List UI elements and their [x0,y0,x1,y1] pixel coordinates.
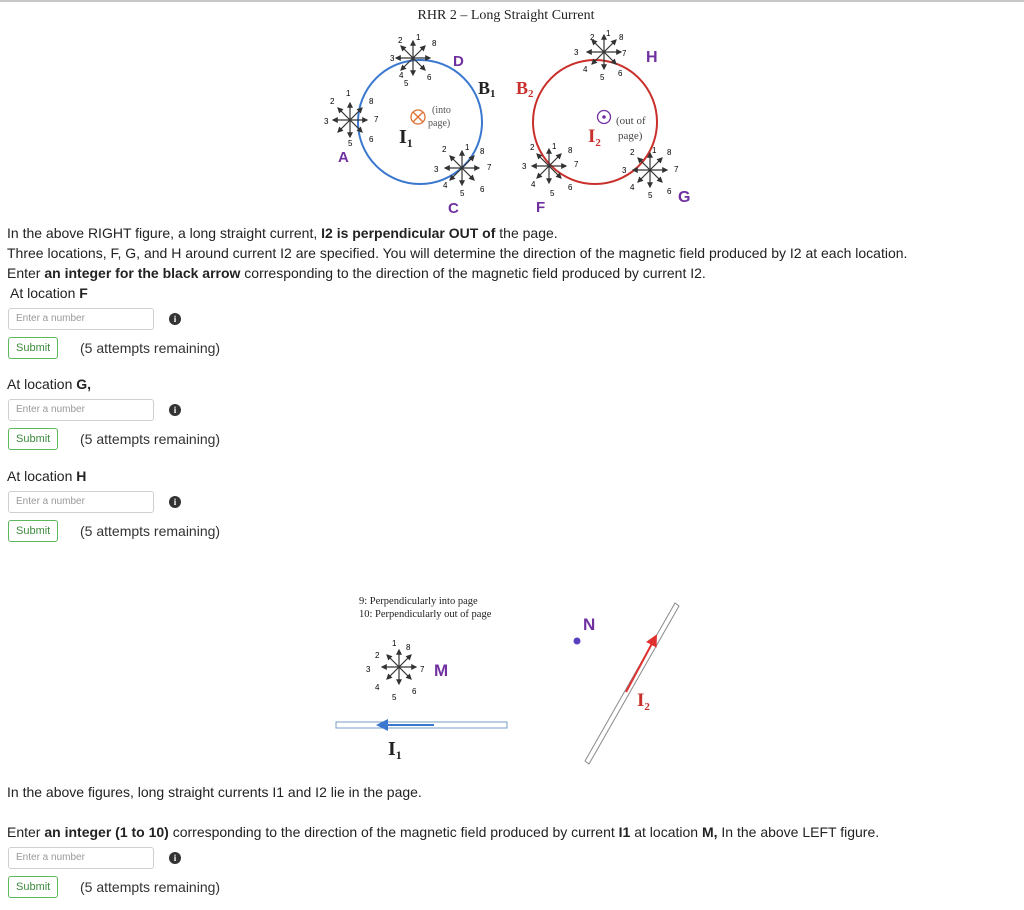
location-g-label: At location G, [7,376,92,392]
svg-text:7: 7 [674,165,679,174]
svg-text:3: 3 [324,117,329,126]
svg-text:7: 7 [420,665,425,674]
legend-9: 9: Perpendicularly into page [359,596,478,607]
svg-text:7: 7 [622,49,627,58]
info-icon[interactable]: i [169,313,181,325]
location-f-input[interactable]: Enter a number [8,308,154,330]
compass-h [574,29,627,82]
svg-text:6: 6 [427,73,432,82]
point-c-label: C [448,200,459,217]
submit-f-button[interactable]: Submit [8,337,58,359]
svg-text:4: 4 [375,683,380,692]
out-text-2: page) [618,130,643,142]
svg-text:5: 5 [550,189,555,198]
into-text-2: page) [428,118,451,129]
svg-text:3: 3 [366,665,371,674]
compass-f [522,142,579,198]
svg-text:7: 7 [487,163,492,172]
compass-a [324,89,379,148]
svg-text:6: 6 [480,185,485,194]
point-f-label: F [536,199,546,216]
point-a-label: A [338,149,349,166]
info-icon[interactable]: i [169,404,181,416]
info-icon[interactable]: i [169,852,181,864]
point-m-label: M [434,661,449,680]
wire-i2 [585,603,679,764]
info-icon[interactable]: i [169,496,181,508]
svg-text:8: 8 [480,147,485,156]
svg-text:8: 8 [432,39,437,48]
location-m-input[interactable]: Enter a number [8,847,154,869]
svg-text:8: 8 [619,33,624,42]
svg-text:2: 2 [630,148,635,157]
svg-text:3: 3 [574,48,579,57]
svg-text:8: 8 [369,97,374,106]
svg-text:2: 2 [398,36,403,45]
instruction-line-1: In the above RIGHT figure, a long straight current, I2 is perpendicular OUT of the page. [7,225,558,241]
location-g-input[interactable]: Enter a number [8,399,154,421]
legend-10: 10: Perpendicularly out of page [359,609,492,620]
svg-text:8: 8 [406,643,411,652]
svg-text:5: 5 [348,139,353,148]
compass-m [366,639,425,702]
svg-text:7: 7 [574,160,579,169]
i2-label-top: $I_2$ [588,126,601,149]
out-text-1: (out of [616,115,646,127]
svg-text:6: 6 [568,183,573,192]
svg-text:3: 3 [390,54,395,63]
svg-text:8: 8 [667,148,672,157]
point-h-label: H [646,49,658,66]
point-n-label: N [583,615,596,634]
location-f-label: At location F [10,285,88,301]
attempts-g: (5 attempts remaining) [80,431,221,447]
svg-text:1: 1 [465,143,470,152]
svg-text:1: 1 [552,142,557,151]
svg-text:6: 6 [412,687,417,696]
svg-text:6: 6 [667,187,672,196]
svg-text:7: 7 [374,115,379,124]
point-g-label: G [678,189,691,206]
svg-text:6: 6 [369,135,374,144]
svg-text:4: 4 [531,180,536,189]
svg-text:4: 4 [399,71,404,80]
svg-text:4: 4 [630,183,635,192]
attempts-m: (5 attempts remaining) [80,879,221,895]
instruction-line-2: Three locations, F, G, and H around current I2 are specified. You will determine the direction of the magnetic field produced by I2 at each location. [7,245,908,261]
point-n-dot [574,638,581,645]
svg-text:1: 1 [416,33,421,42]
svg-text:5: 5 [600,73,605,82]
attempts-f: (5 attempts remaining) [80,340,221,356]
svg-text:2: 2 [530,143,535,152]
submit-m-button[interactable]: Submit [8,876,58,898]
svg-text:1: 1 [606,29,611,38]
svg-text:2: 2 [590,33,595,42]
compass-c [434,143,492,198]
i1-label-top: $I_1$ [399,126,413,150]
into-text-1: (into [432,105,451,116]
svg-text:4: 4 [443,181,448,190]
svg-text:3: 3 [434,165,439,174]
out-of-page-symbol [598,111,611,124]
svg-text:5: 5 [460,189,465,198]
figure-top [300,0,720,222]
attempts-h: (5 attempts remaining) [80,523,221,539]
svg-text:5: 5 [392,693,397,702]
bottom-text-line-2: Enter an integer (1 to 10) corresponding to the direction of the magnetic field produced by current I1 at location M, In the above LEFT figure. [7,824,880,840]
svg-text:4: 4 [583,65,588,74]
svg-text:3: 3 [622,166,627,175]
svg-text:1: 1 [346,89,351,98]
svg-text:5: 5 [648,191,653,200]
point-d-label: D [453,53,464,70]
svg-text:1: 1 [652,146,657,155]
svg-text:2: 2 [442,145,447,154]
svg-text:5: 5 [404,79,409,88]
b1-label: B1 [478,78,496,100]
location-h-label: At location H [7,468,87,484]
location-h-input[interactable]: Enter a number [8,491,154,513]
instruction-line-3: Enter an integer for the black arrow corresponding to the direction of the magnetic field produced by current I2. [7,265,706,281]
current-arrow-i2 [626,636,656,692]
svg-text:2: 2 [330,97,335,106]
into-page-symbol [411,110,425,124]
submit-g-button[interactable]: Submit [8,428,58,450]
i2-label-bottom: $I_2$ [637,690,650,713]
figure-title: RHR 2 – Long Straight Current [417,8,595,23]
svg-text:8: 8 [568,146,573,155]
svg-text:6: 6 [618,69,623,78]
i1-label-bottom: $I_1$ [388,738,402,762]
submit-h-button[interactable]: Submit [8,520,58,542]
bottom-text-line-1: In the above figures, long straight currents I1 and I2 lie in the page. [7,784,422,800]
svg-text:2: 2 [375,651,380,660]
svg-text:1: 1 [392,639,397,648]
b2-label: B2 [516,78,534,100]
figure-bottom [320,585,700,770]
svg-text:3: 3 [522,162,527,171]
